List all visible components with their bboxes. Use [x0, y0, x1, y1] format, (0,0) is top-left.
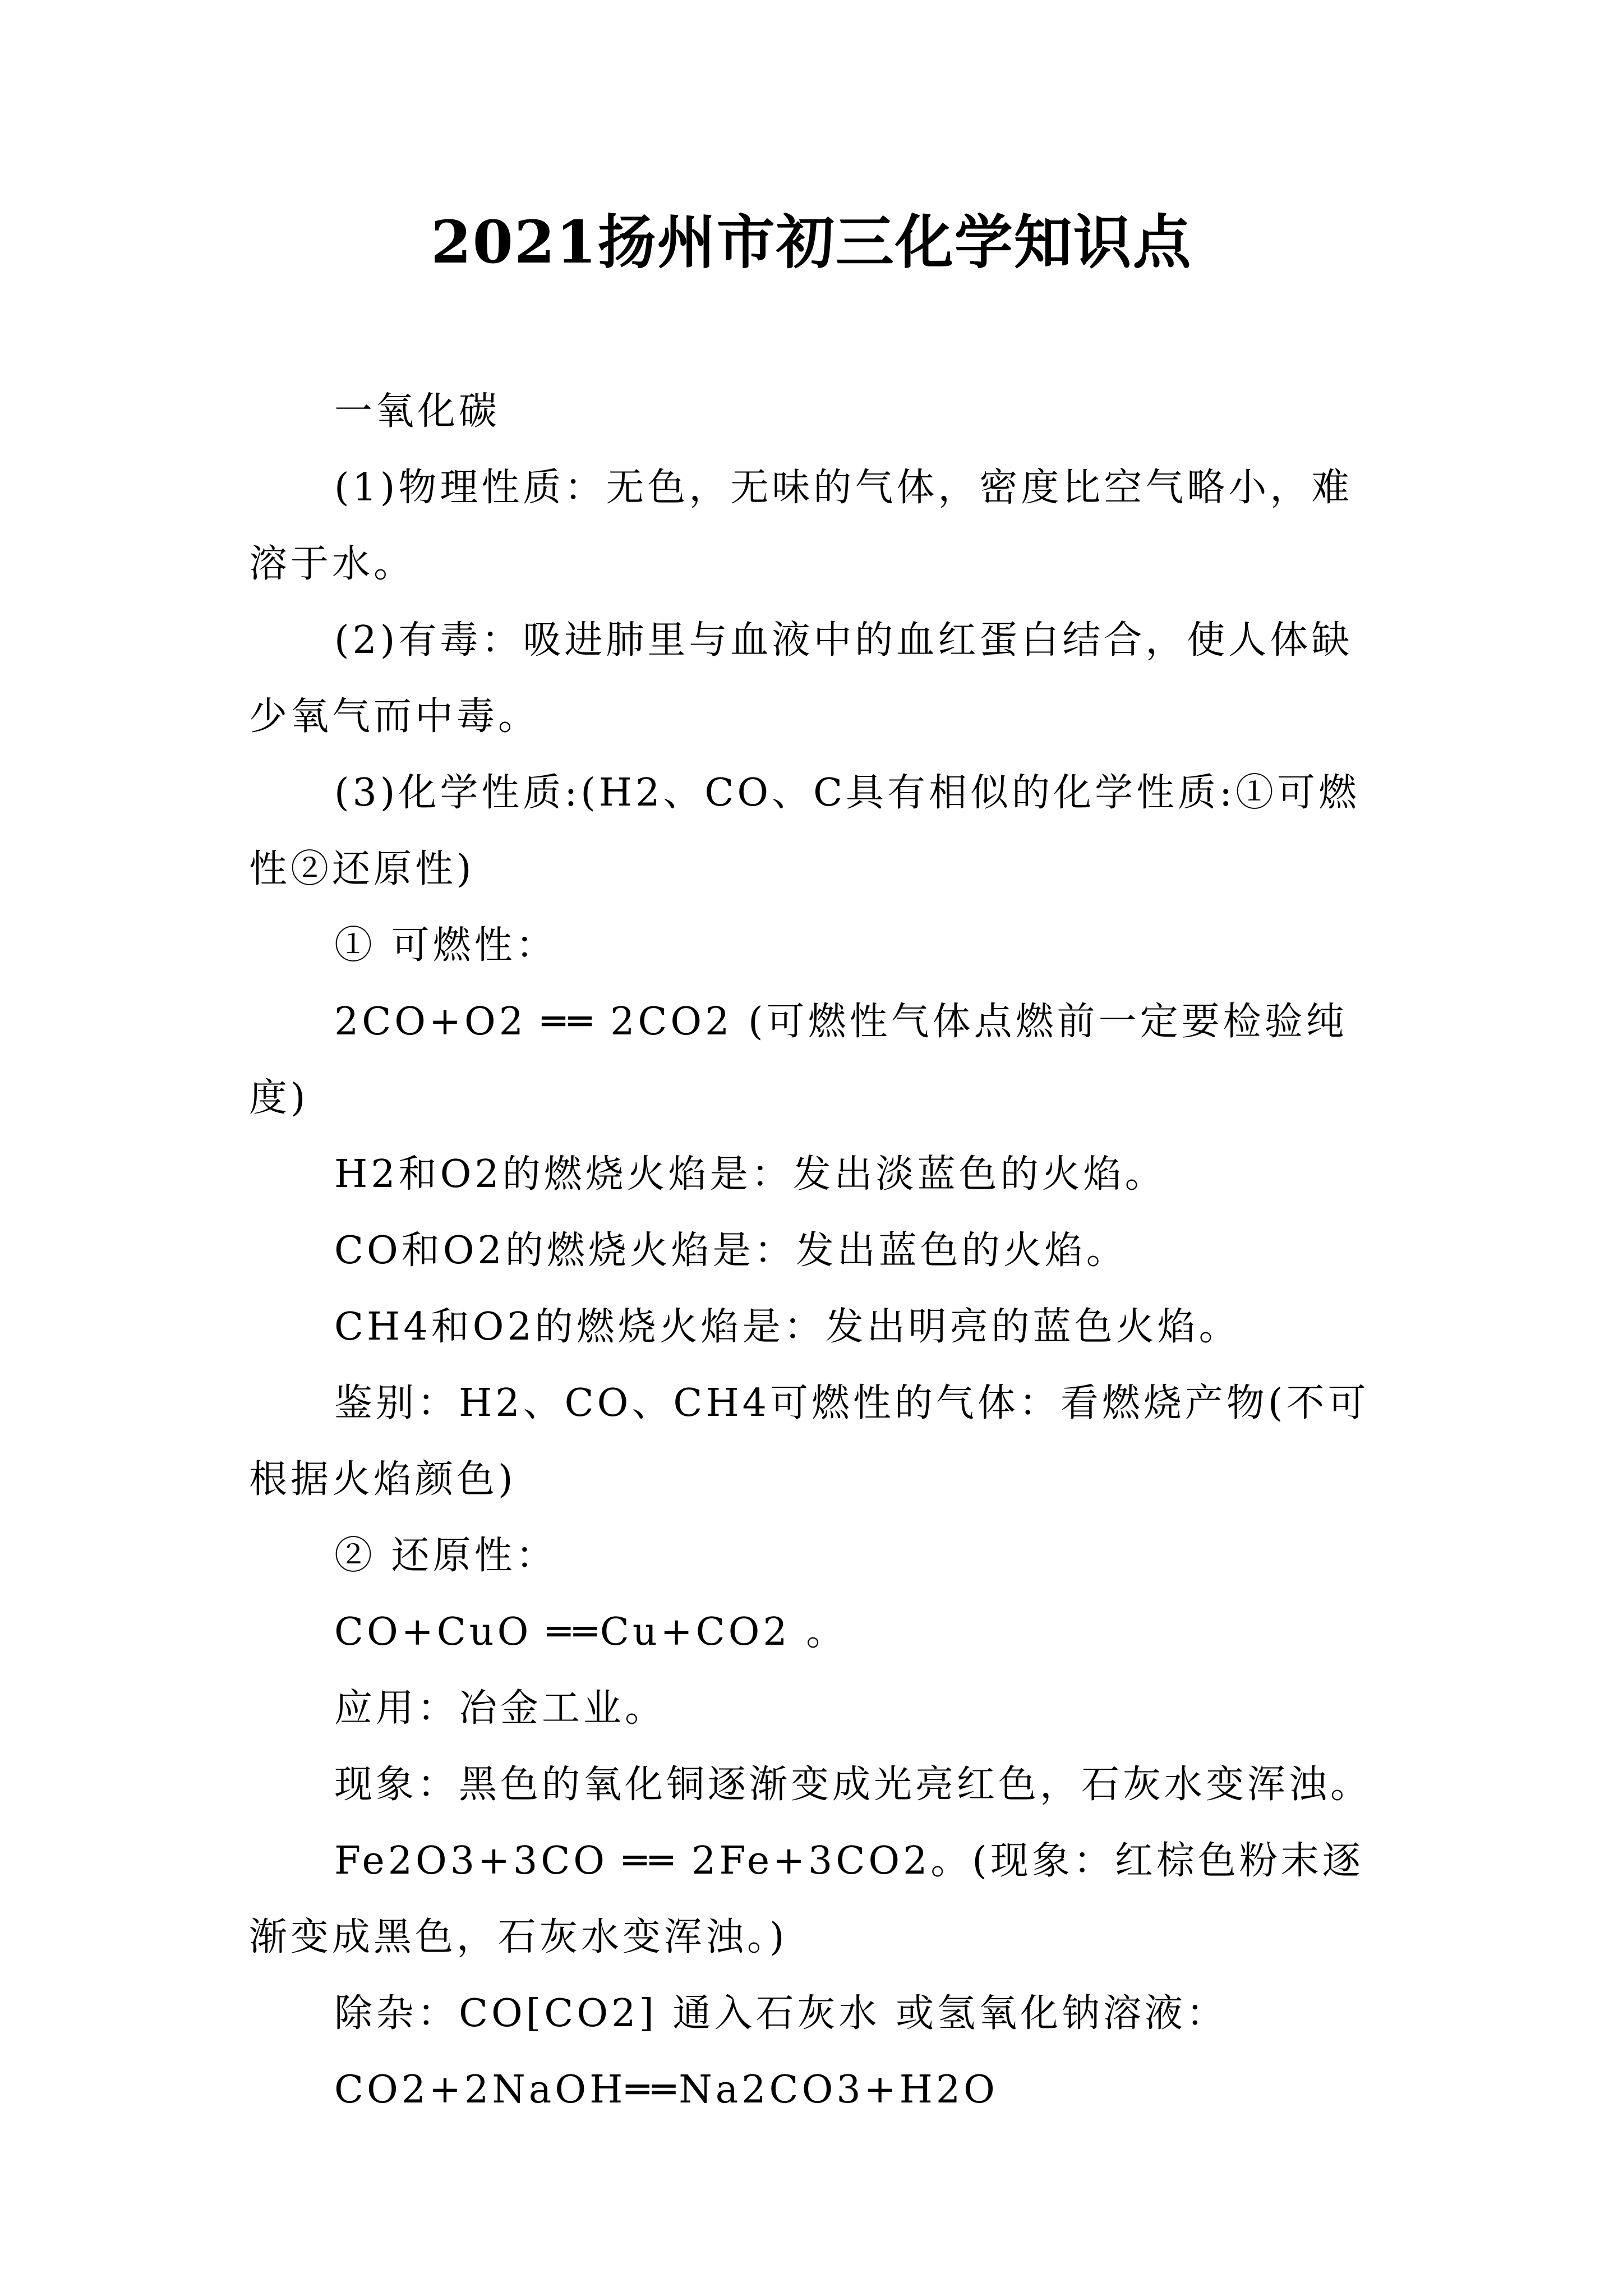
paragraph: (1)物理性质：无色，无味的气体，密度比空气略小，难溶于水。: [249, 466, 1353, 586]
paragraph: 现象：黑色的氧化铜逐渐变成光亮红色，石灰水变浑浊。: [334, 1763, 1372, 1807]
paragraph: 除杂：CO[CO2] 通入石灰水 或氢氧化钠溶液：: [334, 1991, 1228, 2036]
document-title: 2021扬州市初三化学知识点: [431, 208, 1192, 277]
paragraph: CH4和O2的燃烧火焰是：发出明亮的蓝色火焰。: [334, 1305, 1241, 1349]
paragraph: 鉴别：H2、CO、CH4可燃性的气体：看燃烧产物(不可根据火焰颜色): [249, 1381, 1370, 1502]
section-heading: 一氧化碳: [334, 389, 501, 434]
equation: CO2+2NaOH══Na2CO3+H2O: [334, 2068, 998, 2112]
document-body: [249, 374, 1393, 2128]
paragraph: (2)有毒：吸进肺里与血液中的血红蛋白结合，使人体缺少氧气而中毒。: [249, 618, 1353, 739]
equation: CO+CuO ══Cu+CO2 。: [334, 1610, 848, 1654]
paragraph: 应用：冶金工业。: [334, 1686, 667, 1731]
equation: 2CO+O2 ══ 2CO2 (可燃性气体点燃前一定要检验纯度): [249, 1000, 1348, 1120]
paragraph: ② 还原性：: [334, 1534, 557, 1578]
paragraph: (3)化学性质:(H2、CO、C具有相似的化学性质:①可燃性②还原性): [249, 771, 1361, 891]
paragraph: ① 可燃性：: [334, 923, 557, 968]
paragraph: CO和O2的燃烧火焰是：发出蓝色的火焰。: [334, 1228, 1128, 1273]
paragraph: H2和O2的燃烧火焰是：发出淡蓝色的火焰。: [334, 1152, 1166, 1197]
equation: Fe2O3+3CO ══ 2Fe+3CO2。(现象：红棕色粉末逐渐变成黑色，石灰水变浑浊。): [249, 1839, 1364, 1959]
